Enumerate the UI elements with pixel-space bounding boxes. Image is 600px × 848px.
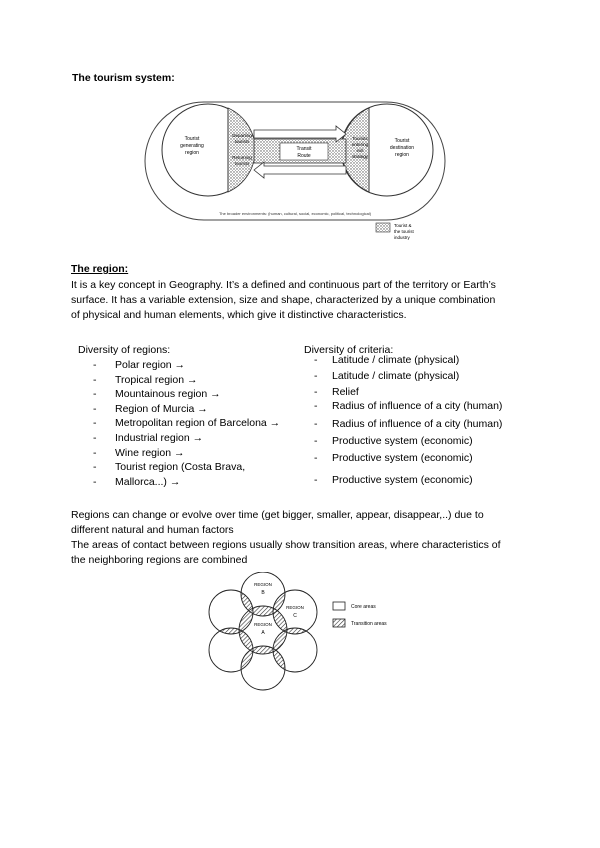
entering-label-4: strategy	[351, 154, 369, 159]
paragraph-line: different natural and human factors	[71, 524, 234, 536]
list-item: - Tourist region (Costa Brava,	[93, 460, 280, 475]
list-item: - Metropolitan region of Barcelona →	[93, 416, 280, 431]
core-area-legend-label: Core areas	[351, 604, 376, 610]
region-b-label-1: REGION	[254, 582, 272, 587]
regions-change-paragraph	[71, 508, 551, 568]
region-b-label-2: B	[261, 590, 265, 596]
region-definition-paragraph	[71, 278, 541, 323]
transit-label-2: Route	[297, 153, 311, 159]
destination-label-2: destination	[389, 145, 415, 151]
generating-region-label-1: Tourist	[184, 136, 200, 142]
region-c-label-1: REGION	[286, 605, 304, 610]
regions-list-title: Diversity of regions:	[78, 344, 171, 356]
region-c-label-2: C	[293, 613, 297, 619]
departing-label-1: Departing	[232, 133, 252, 138]
departing-label-2: tourists	[234, 139, 250, 144]
environments-caption: The broader environments: (human, cultural, social, economic, political, technological)	[218, 211, 372, 216]
paragraph-line: the neighboring regions are combined	[71, 554, 248, 566]
section-title-the-region: The region:	[71, 263, 129, 275]
returning-label-1: Returning	[232, 155, 252, 160]
destination-label-3: region	[395, 152, 409, 158]
section-title-tourism-system: The tourism system:	[72, 72, 175, 84]
transition-area-legend-label: Transition areas	[351, 621, 387, 627]
regions-list	[93, 358, 280, 489]
core-area-swatch	[333, 602, 345, 610]
industry-legend-label-2: the tourist	[394, 229, 414, 234]
paragraph-line: It is a key concept in Geography. It’s a defined and continuous part of the territory or Earth’s	[71, 279, 496, 291]
entering-label-1: Tourists	[352, 136, 368, 141]
tourism-system-diagram	[140, 96, 465, 246]
destination-label-1: Tourist	[394, 138, 410, 144]
list-item-continuation-text: Mallorca...) →	[115, 475, 181, 488]
list-item: - Region of Murcia →	[93, 402, 280, 417]
transition-area-swatch	[333, 619, 345, 627]
region-a-label-2: A	[261, 630, 265, 636]
paragraph-line: of physical and human elements, which give it distinctive characteristics.	[71, 309, 407, 321]
criteria-list-title: Diversity of criteria:	[304, 344, 394, 356]
list-item: - Mountainous region →	[93, 387, 280, 402]
industry-legend-label-3: industry	[394, 235, 410, 240]
returning-arrow	[254, 162, 346, 178]
region-a-label-1: REGION	[254, 622, 272, 627]
generating-region-label-2: generating	[180, 143, 204, 149]
paragraph-line: surface. It has a variable extension, size and shape, characterized by a unique combination	[71, 294, 496, 306]
entering-label-2: entering	[351, 142, 369, 147]
industry-legend-swatch	[376, 223, 390, 232]
transit-label-1: Transit	[296, 146, 312, 152]
entering-label-3: exit	[356, 148, 364, 153]
list-item: - Industrial region →	[93, 431, 280, 446]
generating-region-dotted-area	[228, 108, 255, 192]
industry-legend-label-1: Tourist &	[394, 223, 412, 228]
returning-label-2: tourists	[234, 161, 250, 166]
generating-region-label-3: region	[185, 150, 199, 156]
list-item-continuation	[93, 475, 280, 490]
region-overlap-diagram	[205, 572, 420, 692]
list-item: - Polar region →	[93, 358, 280, 373]
paragraph-line: Regions can change or evolve over time (get bigger, smaller, appear, disappear,..) due to	[71, 509, 484, 521]
list-item: - Wine region →	[93, 446, 280, 461]
list-item: - Tropical region →	[93, 373, 280, 388]
paragraph-line: The areas of contact between regions usually show transition areas, where characteristics of	[71, 539, 501, 551]
